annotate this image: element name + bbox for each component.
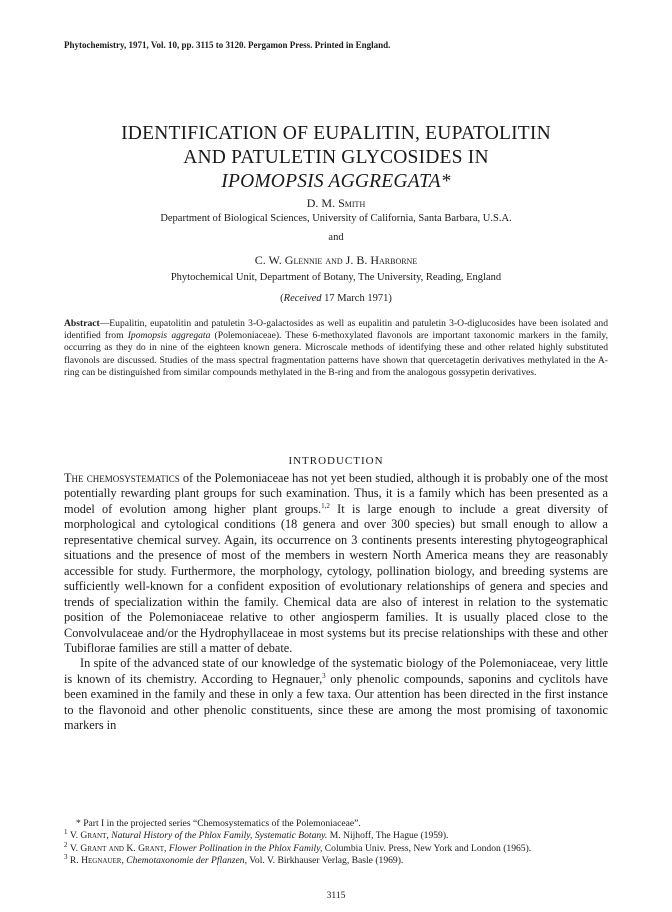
footnote-2 — [64, 840, 608, 855]
footnote-2-rest: Columbia Univ. Press, New York and London (1965). — [322, 842, 532, 854]
footnote-3-title: Chemotaxonomie der Pflanzen, — [126, 854, 247, 866]
received-value: 17 March 1971 — [324, 293, 389, 304]
footnote-3 — [64, 852, 608, 867]
abstract-text-1: —Eupalitin, eupatolitin and patuletin 3-O-galactosides as well as eupalitin and patuletin 3-O-diglucosides have been isolated and identified from — [64, 318, 608, 342]
author-smith: D. M. Smith — [306, 196, 366, 210]
footnote-1-rest: M. Nijhoff, The Hague (1959). — [327, 830, 449, 842]
introduction-heading: INTRODUCTION — [288, 455, 384, 467]
footnote-2-title: Flower Pollination in the Phlox Family, — [168, 842, 323, 854]
intro-paragraph-1 — [64, 471, 608, 656]
footnote-1-author: V. Grant, — [69, 830, 109, 842]
affiliation-santa-barbara: Department of Biological Sciences, University of California, Santa Barbara, U.S.A. — [160, 213, 512, 224]
footnote-1 — [64, 830, 608, 842]
affiliation-reading: Phytochemical Unit, Department of Botany, The University, Reading, England — [170, 272, 502, 283]
title-line-2: AND PATULETIN GLYCOSIDES IN — [183, 147, 489, 168]
footnote-3-author: R. Hegnauer, — [69, 854, 124, 866]
footnote-2-number: 2 — [64, 840, 68, 849]
footnote-3-number: 3 — [64, 852, 68, 861]
abstract-species: Ipomopsis aggregata — [127, 330, 211, 342]
introduction-body — [64, 471, 608, 734]
authors-and: and — [328, 232, 344, 243]
abstract-label: Abstract — [64, 318, 100, 329]
intro-text-1b: It is large enough to include a great diversity of morphological and cytological conditions (18 genera and over 300 species) but small enough to allow a representative chemical survey. Again, its occurrence on 3 continents presents interesting phytogeographical situations and the presence of most of the members in western North America means they are reasonably accessible for study. Furthermore, the morphology, cytology, pollination biology, and breeding systems are sufficiently well-known for a confident exposition of evolutionary relationships of genera and species and trends of specialization within the family. Chemical data are also of interest in relation to the systematic position of the Polemoniaceae relative to other angiosperm families. It is usually placed close to the Convolvulaceae and/or the Hydrophyllaceae in most systems but its precise relationships with these and other Tubiflorae families are still a matter of debate. — [64, 501, 608, 655]
intro-text-2a: In spite of the advanced state of our knowledge of the systematic biology of the Polemoniaceae, very little is known of its chemistry. According to Hegnauer, — [64, 656, 608, 686]
footnote-star: * Part I in the projected series “Chemosystematics of the Polemoniaceae”. — [76, 818, 361, 829]
intro-lead: The chemosystematics — [64, 471, 180, 485]
received-date: (Received 17 March 1971) — [280, 293, 392, 304]
footnotes — [64, 818, 608, 867]
author-glennie-harborne: C. W. Glennie and J. B. Harborne — [254, 253, 418, 267]
ref-3: 3 — [322, 671, 326, 680]
footnote-1-number: 1 — [64, 828, 68, 837]
journal-header: Phytochemistry, 1971, Vol. 10, pp. 3115 to 3120. Pergamon Press. Printed in England. — [64, 40, 391, 50]
intro-text-2b: only phenolic compounds, saponins and cyclitols have been examined in the family and these in only a few taxa. Our attention has been directed in the first instance to the flavonoid and other phenolic constituents, since these are among the most promising of taxonomic markers in — [64, 671, 608, 733]
footnote-1-title: Natural History of the Phlox Family, Systematic Botany. — [111, 830, 328, 842]
page-number: 3115 — [326, 890, 346, 901]
ref-1-2: 1,2 — [321, 501, 330, 510]
footnote-2-author: V. Grant and K. Grant, — [69, 842, 167, 854]
footnote-3-rest: Vol. V. Birkhauser Verlag, Basle (1969). — [246, 854, 404, 866]
intro-paragraph-2 — [64, 656, 608, 733]
abstract-text-2: (Polemoniaceae). These 6-methoxylated flavonols are important taxonomic markers in the family, occurring as they do in nine of the eighteen known genera. Microscale methods of identifying these and other related highly substituted flavonols are discussed. Studies of the mass spectral fragmentation patterns have shown that quercetagetin derivatives methylated in the A-ring can be distinguished from similar compounds methylated in the B-ring and from the analogous gossypetin derivatives. — [64, 330, 608, 378]
title-line-3: IPOMOPSIS AGGREGATA* — [221, 171, 451, 192]
intro-text-1: of the Polemoniaceae has not yet been studied, although it is probably one of the most potentially rewarding plant groups for such examination. Thus, it is a family which has been presented as a model of evolution among higher plant groups. — [64, 471, 608, 516]
received-label: Received — [283, 293, 322, 304]
abstract — [64, 318, 608, 379]
title-line-1: IDENTIFICATION OF EUPALITIN, EUPATOLITIN — [121, 123, 551, 144]
